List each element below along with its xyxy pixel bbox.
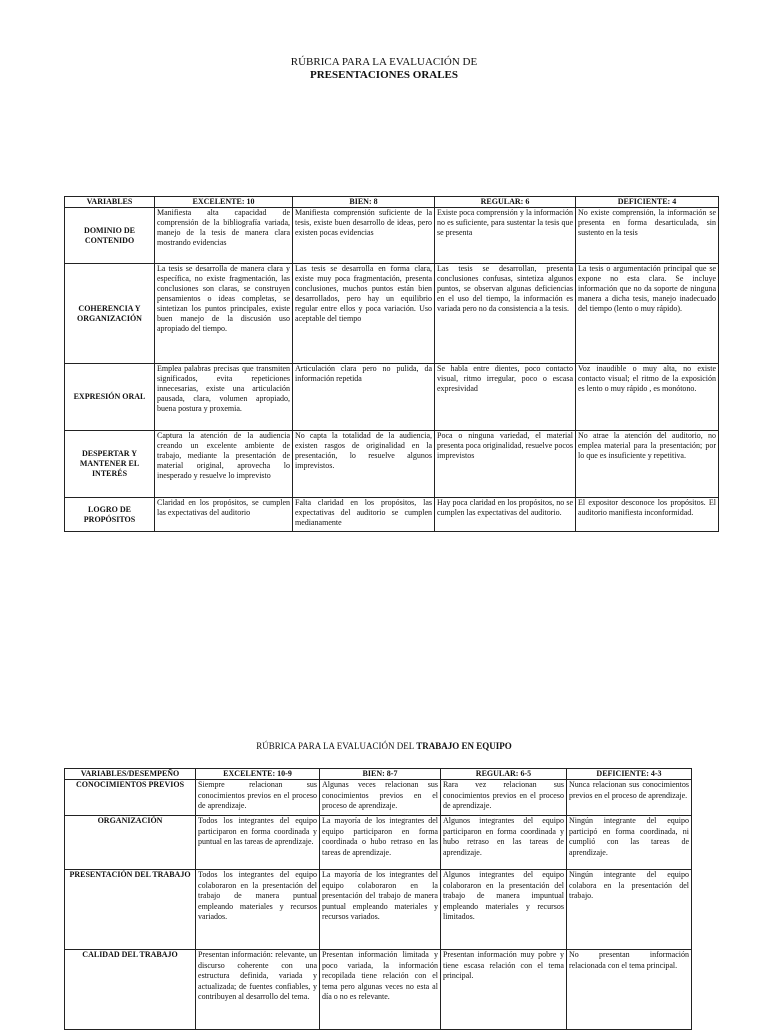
variable-cell: EXPRESIÓN ORAL — [65, 364, 155, 431]
bien-cell: Articulación clara pero no pulida, da información repetida — [293, 364, 435, 431]
excelente-cell: Todos los integrantes del equipo participaron en forma coordinada y puntual en las tareas de aprendizaje. — [196, 816, 320, 870]
rubric1-header-row — [65, 197, 719, 208]
table-row — [65, 780, 692, 816]
regular-cell: Hay poca claridad en los propósitos, no se cumplen las expectativas del auditorio. — [435, 498, 576, 532]
regular-cell: Algunos integrantes del equipo participaron en forma coordinada y hubo retraso en las tareas de aprendizaje. — [440, 816, 566, 870]
bien-cell: Presentan información limitada y poco variada, la información recopilada tiene relación con el tema pero algunas veces no esta al día o no es relevante. — [320, 950, 441, 1030]
variable-cell: CALIDAD DEL TRABAJO — [65, 950, 196, 1030]
bien-cell: La mayoría de los integrantes del equipo participaron en forma coordinada o hubo retraso en las tareas de aprendizaje. — [320, 816, 441, 870]
deficiente-cell: Ningún integrante del equipo colabora en la presentación del trabajo. — [566, 870, 691, 950]
excelente-cell: Siempre relacionan sus conocimientos previos en el proceso de aprendizaje. — [196, 780, 320, 816]
rubric1-header-cell: EXCELENTE: 10 — [155, 197, 293, 208]
rubric1-title-line1: RÚBRICA PARA LA EVALUACIÓN DE — [290, 56, 478, 68]
rubric1-title-line2: PRESENTACIONES ORALES — [309, 69, 459, 81]
bien-cell: Falta claridad en los propósitos, las expectativas del auditorio se cumplen medianamente — [293, 498, 435, 532]
rubric1-table — [64, 196, 719, 532]
excelente-cell: Emplea palabras precisas que transmiten significados, evita repeticiones innecesarias, existe una articulación pausada, clara, volumen apropiado, buena postura y proxemia. — [155, 364, 293, 431]
table-row — [65, 950, 692, 1030]
deficiente-cell: No existe comprensión, la información se presenta en forma desarticulada, sin sustento en la tesis — [576, 208, 719, 264]
variable-cell: COHERENCIA Y ORGANIZACIÓN — [65, 264, 155, 364]
rubric2-header-cell: EXCELENTE: 10-9 — [196, 769, 320, 780]
rubric1-title — [0, 56, 768, 82]
rubric2-title — [0, 741, 768, 752]
rubric1-header-cell: VARIABLES — [65, 197, 155, 208]
variable-cell: ORGANIZACIÓN — [65, 816, 196, 870]
bien-cell: No capta la totalidad de la audiencia, existen rasgos de originalidad en la presentación, lo resuelve algunos imprevistos. — [293, 431, 435, 498]
variable-cell: CONOCIMIENTOS PREVIOS — [65, 780, 196, 816]
excelente-cell: Todos los integrantes del equipo colaboraron en la presentación del trabajo de manera puntual empleando materiales y recursos variados. — [196, 870, 320, 950]
excelente-cell: Claridad en los propósitos, se cumplen las expectativas del auditorio — [155, 498, 293, 532]
rubric2-header-cell: BIEN: 8-7 — [320, 769, 441, 780]
bien-cell: Las tesis se desarrolla en forma clara, existe muy poca fragmentación, presenta conclusiones, muchos puntos están bien desarrollados, pero hay un equilibrio regular entre ellos y poca variación. Uso aceptable del tiempo — [293, 264, 435, 364]
regular-cell: Existe poca comprensión y la información no es suficiente, para sustentar la tesis que se presenta — [435, 208, 576, 264]
rubric2-header-cell: REGULAR: 6-5 — [440, 769, 566, 780]
table-row — [65, 364, 719, 431]
excelente-cell: Presentan información: relevante, un discurso coherente con una estructura definida, variada y actualizada; de fuentes confiables, y contribuyen al desarrollo del tema. — [196, 950, 320, 1030]
rubric2-header-row — [65, 769, 692, 780]
deficiente-cell: No atrae la atención del auditorio, no emplea material para la presentación; por lo que es insuficiente y repetitiva. — [576, 431, 719, 498]
table-row — [65, 208, 719, 264]
table-row — [65, 264, 719, 364]
rubric2-title-bold: TRABAJO EN EQUIPO — [416, 741, 512, 751]
rubric1-header-cell: BIEN: 8 — [293, 197, 435, 208]
variable-cell: DOMINIO DE CONTENIDO — [65, 208, 155, 264]
deficiente-cell: No presentan información relacionada con el tema principal. — [566, 950, 691, 1030]
variable-cell: DESPERTAR Y MANTENER EL INTERÉS — [65, 431, 155, 498]
deficiente-cell: Voz inaudible o muy alta, no existe contacto visual; el ritmo de la exposición es lento o muy rápido , es monótono. — [576, 364, 719, 431]
variable-cell: LOGRO DE PROPÓSITOS — [65, 498, 155, 532]
regular-cell: Presentan información muy pobre y tiene escasa relación con el tema principal. — [440, 950, 566, 1030]
bien-cell: La mayoría de los integrantes del equipo colaboraron en la presentación del trabajo de manera puntual empleando materiales y recursos variados. — [320, 870, 441, 950]
rubric2-title-prefix: RÚBRICA PARA LA EVALUACIÓN DEL — [256, 741, 414, 751]
deficiente-cell: Nunca relacionan sus conocimientos previos en el proceso de aprendizaje. — [566, 780, 691, 816]
regular-cell: Rara vez relacionan sus conocimientos previos en el proceso de aprendizaje. — [440, 780, 566, 816]
rubric2-header-cell: VARIABLES/DESEMPEÑO — [65, 769, 196, 780]
rubric2-table — [64, 768, 692, 1030]
excelente-cell: Manifiesta alta capacidad de comprensión de la bibliografía variada, manejo de la tesis de manera clara mostrando evidencias — [155, 208, 293, 264]
excelente-cell: La tesis se desarrolla de manera clara y específica, no existe fragmentación, las conclusiones son claras, se construyen pensamientos o ideas completas, se sintetizan los puntos principales, existe buen manejo de la discusión uso apropiado del tiempo. — [155, 264, 293, 364]
variable-cell: PRESENTACIÓN DEL TRABAJO — [65, 870, 196, 950]
rubric2-header-cell: DEFICIENTE: 4-3 — [566, 769, 691, 780]
regular-cell: Poca o ninguna variedad, el material presenta poca originalidad, resuelve pocos imprevistos — [435, 431, 576, 498]
bien-cell: Manifiesta comprensión suficiente de la tesis, existe buen desarrollo de ideas, pero existen pocas evidencias — [293, 208, 435, 264]
deficiente-cell: Ningún integrante del equipo participó en forma coordinada, ni cumplió con las tareas de aprendizaje. — [566, 816, 691, 870]
rubric1-header-cell: DEFICIENTE: 4 — [576, 197, 719, 208]
bien-cell: Algunas veces relacionan sus conocimientos previos en el proceso de aprendizaje. — [320, 780, 441, 816]
rubric1-header-cell: REGULAR: 6 — [435, 197, 576, 208]
excelente-cell: Captura la atención de la audiencia creando un excelente ambiente de trabajo, mediante la presentación de material original, aprovecha lo inesperado y resuelve lo imprevisto — [155, 431, 293, 498]
table-row — [65, 816, 692, 870]
deficiente-cell: La tesis o argumentación principal que se expone no esta clara. Se incluye información que no da soporte de ninguna manera a dicha tesis, manejo inadecuado del tiempo (lento o muy rápido). — [576, 264, 719, 364]
regular-cell: Algunos integrantes del equipo colaboraron en la presentación del trabajo de manera impuntual empleando materiales y recursos limitados. — [440, 870, 566, 950]
table-row — [65, 431, 719, 498]
regular-cell: Se habla entre dientes, poco contacto visual, ritmo irregular, poco o escasa expresividad — [435, 364, 576, 431]
table-row — [65, 498, 719, 532]
regular-cell: Las tesis se desarrollan, presenta conclusiones confusas, sintetiza algunos puntos, se observan algunas deficiencias en el uso del tiempo, la información es variada pero no da consistencia a la tesis. — [435, 264, 576, 364]
table-row — [65, 870, 692, 950]
deficiente-cell: El expositor desconoce los propósitos. El auditorio manifiesta inconformidad. — [576, 498, 719, 532]
